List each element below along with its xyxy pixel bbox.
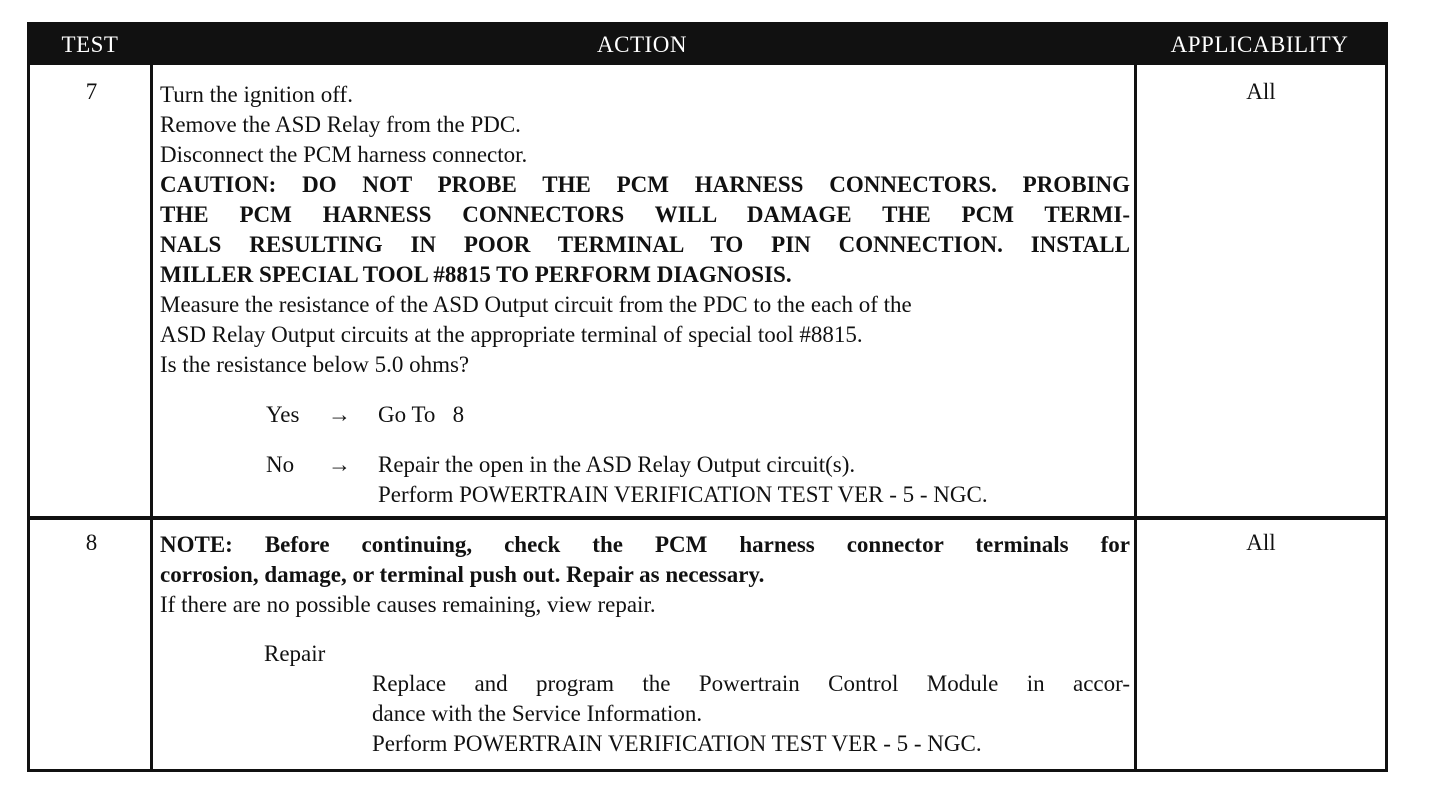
- question-line: Is the resistance below 5.0 ohms?: [160, 352, 470, 377]
- action-step: Disconnect the PCM harness connector.: [160, 142, 528, 167]
- yes-label: Yes: [266, 402, 300, 427]
- no-option: [160, 450, 1130, 510]
- action-step: Turn the ignition off.: [160, 82, 353, 107]
- action-step: Remove the ASD Relay from the PDC.: [160, 112, 521, 137]
- no-label: No: [266, 452, 295, 477]
- action-cell: [160, 80, 1130, 510]
- caution-line: THE PCM HARNESS CONNECTORS WILL DAMAGE THE PCM TERMI-: [160, 202, 1130, 227]
- test-number: 8: [85, 530, 98, 555]
- applicability-value: All: [1246, 530, 1276, 555]
- measure-line: ASD Relay Output circuits at the appropriate terminal of special tool #8815.: [160, 322, 863, 347]
- note-line: NOTE: Before continuing, check the PCM harness connector terminals for: [160, 532, 1130, 557]
- arrow-icon: →: [328, 402, 351, 427]
- caution-line: NALS RESULTING IN POOR TERMINAL TO PIN CONNECTION. INSTALL: [160, 232, 1130, 257]
- action-cell: [160, 530, 1130, 759]
- action-step: If there are no possible causes remaining, view repair.: [160, 592, 656, 617]
- measure-line: Measure the resistance of the ASD Output circuit from the PDC to the each of the: [160, 292, 912, 317]
- table-row: [30, 520, 1385, 772]
- header-test: TEST: [61, 32, 119, 57]
- arrow-icon: →: [328, 452, 351, 477]
- no-result-verification: Perform POWERTRAIN VERIFICATION TEST VER - 5 - NGC.: [378, 482, 988, 507]
- caution-line: CAUTION: DO NOT PROBE THE PCM HARNESS CONNECTORS. PROBING: [160, 172, 1130, 197]
- header-applicability: APPLICABILITY: [1170, 32, 1349, 57]
- no-result: Repair the open in the ASD Relay Output circuit(s).: [378, 452, 856, 477]
- repair-line: Replace and program the Powertrain Control Module in accor-: [372, 671, 1130, 696]
- repair-line: dance with the Service Information.: [372, 701, 703, 726]
- repair-label: Repair: [264, 641, 326, 666]
- diagnostic-table: [27, 22, 1388, 772]
- table-header: [30, 25, 1385, 65]
- note-line: corrosion, damage, or terminal push out. Repair as necessary.: [160, 562, 765, 587]
- table-row: [30, 65, 1385, 516]
- test-number: 7: [85, 79, 98, 104]
- yes-option: [160, 400, 1130, 430]
- header-action: ACTION: [597, 32, 687, 57]
- yes-result: Go To 8: [378, 402, 465, 427]
- caution-line: MILLER SPECIAL TOOL #8815 TO PERFORM DIAGNOSIS.: [160, 262, 792, 287]
- repair-line: Perform POWERTRAIN VERIFICATION TEST VER - 5 - NGC.: [372, 731, 982, 756]
- applicability-value: All: [1246, 79, 1276, 104]
